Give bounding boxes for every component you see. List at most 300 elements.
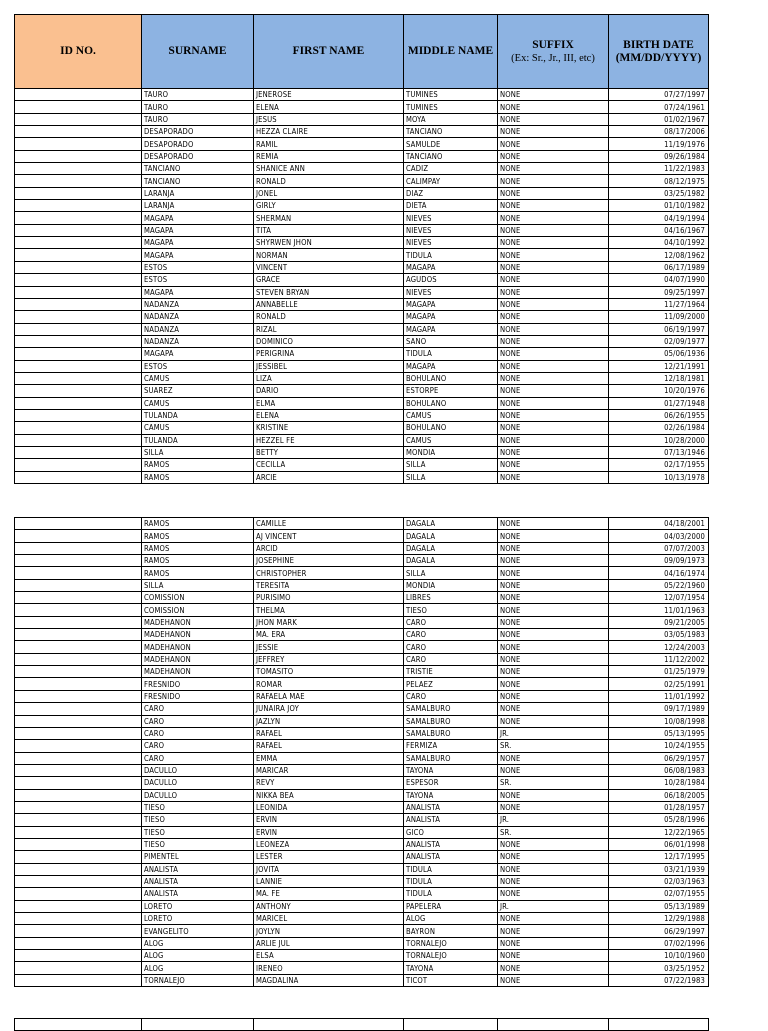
table-row: [15, 727, 709, 739]
cell-first-name: LIZA: [254, 372, 404, 384]
table-row-cut-off: [15, 1019, 709, 1031]
cell-surname: RAMOS: [142, 555, 254, 567]
cell-birth-date: 06/19/1997: [609, 323, 709, 335]
cell-birth-date: 01/02/1967: [609, 113, 709, 125]
cell-first-name: PURISIMO: [254, 592, 404, 604]
cell-birth-date: 06/29/1997: [609, 925, 709, 937]
table-row: [15, 937, 709, 949]
cell-id-no: [15, 126, 142, 138]
cell-surname: RAMOS: [142, 530, 254, 542]
cell-middle-name: ALOG: [404, 913, 498, 925]
cell-id-no: [15, 360, 142, 372]
cell-suffix: NONE: [498, 801, 609, 813]
table-row: [15, 555, 709, 567]
cell-surname: MADEHANON: [142, 629, 254, 641]
cell-id-no: [15, 397, 142, 409]
header-suffix-note: (Ex: Sr., Jr., III, etc): [511, 52, 595, 64]
cell-suffix: NONE: [498, 286, 609, 298]
cell-suffix: NONE: [498, 962, 609, 974]
table-row: [15, 962, 709, 974]
cell-surname: LORETO: [142, 913, 254, 925]
cell-id-no: [15, 175, 142, 187]
cell-suffix: NONE: [498, 629, 609, 641]
cell-middle-name: MONDIA: [404, 579, 498, 591]
cell-first-name: ROMAR: [254, 678, 404, 690]
cell-birth-date: 12/07/1954: [609, 592, 709, 604]
table-row: [15, 777, 709, 789]
cell-first-name: ELENA: [254, 409, 404, 421]
cell-id-no: [15, 913, 142, 925]
cell-first-name: JOYLYN: [254, 925, 404, 937]
cell-id-no: [15, 409, 142, 421]
cell-middle-name: SAMALBURO: [404, 752, 498, 764]
header-row: [15, 15, 709, 89]
table-row: [15, 385, 709, 397]
cell-middle-name: ESTORPE: [404, 385, 498, 397]
cell-id-no: [15, 212, 142, 224]
cell-birth-date: 11/12/2002: [609, 653, 709, 665]
cell-surname: CAMUS: [142, 422, 254, 434]
cell-id-no: [15, 777, 142, 789]
cell-surname: TORNALEJO: [142, 974, 254, 986]
cell-middle-name: GICO: [404, 826, 498, 838]
cell-suffix: NONE: [498, 471, 609, 483]
cell-suffix: NONE: [498, 974, 609, 986]
cell-suffix: SR.: [498, 777, 609, 789]
cell-surname: TIESO: [142, 801, 254, 813]
cell-birth-date: 04/07/1990: [609, 274, 709, 286]
cell-birth-date: 12/08/1962: [609, 249, 709, 261]
header-suffix-label: SUFFIX: [532, 38, 574, 51]
cell-first-name: NIKKA BEA: [254, 789, 404, 801]
table-row: [15, 311, 709, 323]
cell-middle-name: TRISTIE: [404, 666, 498, 678]
cell-surname: LARANJA: [142, 187, 254, 199]
cell-suffix: NONE: [498, 385, 609, 397]
cell-surname: PIMENTEL: [142, 851, 254, 863]
cell-id-no: [15, 187, 142, 199]
table-row: [15, 459, 709, 471]
cell-first-name: ANTHONY: [254, 900, 404, 912]
cell-surname: ALOG: [142, 950, 254, 962]
table-row: [15, 518, 709, 530]
cell-suffix: NONE: [498, 101, 609, 113]
cell-suffix: NONE: [498, 555, 609, 567]
header-id-no: ID NO.: [15, 15, 142, 89]
table-row: [15, 163, 709, 175]
cell-surname: CARO: [142, 752, 254, 764]
cell-id-no: [15, 727, 142, 739]
voter-table-page-3: [14, 1018, 709, 1031]
cell-suffix: NONE: [498, 752, 609, 764]
cell-birth-date: 05/13/1995: [609, 727, 709, 739]
cell-suffix: NONE: [498, 764, 609, 776]
table-row: [15, 261, 709, 273]
cell-middle-name: TAYONA: [404, 789, 498, 801]
cell-birth-date: 04/16/1967: [609, 224, 709, 236]
cell-middle-name: NIEVES: [404, 224, 498, 236]
cell-id-no: [15, 555, 142, 567]
cell-id-no: [15, 89, 142, 101]
cell-suffix: NONE: [498, 789, 609, 801]
cell-birth-date: 12/29/1988: [609, 913, 709, 925]
cell-first-name: REMIA: [254, 150, 404, 162]
cell-birth-date: 06/18/2005: [609, 789, 709, 801]
cell-birth-date: 05/22/1960: [609, 579, 709, 591]
cell-first-name: TOMASITO: [254, 666, 404, 678]
cell-middle-name: ANALISTA: [404, 801, 498, 813]
cell-first-name: REVY: [254, 777, 404, 789]
table-row: [15, 434, 709, 446]
cell-id-no: [15, 814, 142, 826]
cell-surname: TIESO: [142, 814, 254, 826]
cell-birth-date: 10/24/1955: [609, 740, 709, 752]
cell-middle-name: CAMUS: [404, 409, 498, 421]
cell-id-no: [15, 900, 142, 912]
cell-middle-name: SILLA: [404, 471, 498, 483]
cell-suffix: NONE: [498, 542, 609, 554]
cell-suffix: NONE: [498, 409, 609, 421]
cell-suffix: NONE: [498, 950, 609, 962]
cell-middle-name: DIETA: [404, 200, 498, 212]
cell-birth-date: 11/01/1992: [609, 690, 709, 702]
cell-first-name: RAFAELA MAE: [254, 690, 404, 702]
sheet-page-3-partial: [14, 1018, 708, 1031]
cell-birth-date: 10/28/2000: [609, 434, 709, 446]
cell-id-no: [15, 446, 142, 458]
table-row: [15, 801, 709, 813]
cell-birth-date: 07/27/1997: [609, 89, 709, 101]
cell-suffix: SR.: [498, 826, 609, 838]
cell-suffix: NONE: [498, 224, 609, 236]
table-row: [15, 925, 709, 937]
cell-suffix: NONE: [498, 875, 609, 887]
cell-id-no: [15, 801, 142, 813]
cell-suffix: NONE: [498, 592, 609, 604]
cell-birth-date: 01/10/1982: [609, 200, 709, 212]
cell-surname: RAMOS: [142, 518, 254, 530]
cell-surname: EVANGELITO: [142, 925, 254, 937]
cell-surname: TULANDA: [142, 434, 254, 446]
cell-middle-name: DAGALA: [404, 518, 498, 530]
cell-middle-name: SILLA: [404, 567, 498, 579]
cell-birth-date: 05/28/1996: [609, 814, 709, 826]
cell-first-name: SHYRWEN JHON: [254, 237, 404, 249]
table-row: [15, 175, 709, 187]
cell-middle-name: BAYRON: [404, 925, 498, 937]
table-row: [15, 360, 709, 372]
cell-suffix: NONE: [498, 163, 609, 175]
cell-surname: TAURO: [142, 89, 254, 101]
cell-surname: COMISSION: [142, 604, 254, 616]
cell-middle-name: MONDIA: [404, 446, 498, 458]
cell-suffix: NONE: [498, 249, 609, 261]
cell-first-name: TITA: [254, 224, 404, 236]
cell-first-name: AJ VINCENT: [254, 530, 404, 542]
cell-suffix: NONE: [498, 616, 609, 628]
header-birth-date: [609, 15, 709, 89]
cell-birth-date: 03/05/1983: [609, 629, 709, 641]
table-row: [15, 372, 709, 384]
cell-middle-name: PELAEZ: [404, 678, 498, 690]
cell-surname: LORETO: [142, 900, 254, 912]
cell-suffix: NONE: [498, 446, 609, 458]
cell-surname: TIESO: [142, 826, 254, 838]
cell-id-no: [15, 422, 142, 434]
cell-first-name: HEZZA CLAIRE: [254, 126, 404, 138]
cell-first-name: LEONIDA: [254, 801, 404, 813]
cell-middle-name: SAMALBURO: [404, 715, 498, 727]
table-row: [15, 950, 709, 962]
cell-first-name: RAMIL: [254, 138, 404, 150]
cell-birth-date: 12/18/1981: [609, 372, 709, 384]
cell-middle-name: FERMIZA: [404, 740, 498, 752]
cell-birth-date: 07/13/1946: [609, 446, 709, 458]
table-row: [15, 653, 709, 665]
header-birth-date-format: (MM/DD/YYYY): [615, 51, 702, 64]
cell-first-name: MAGDALINA: [254, 974, 404, 986]
cell-birth-date: 07/02/1996: [609, 937, 709, 949]
cell-middle-name: CARO: [404, 616, 498, 628]
table-row: [15, 212, 709, 224]
cell-first-name: JESUS: [254, 113, 404, 125]
table-row: [15, 690, 709, 702]
cell-suffix: NONE: [498, 372, 609, 384]
table-row: [15, 678, 709, 690]
table-row: [15, 826, 709, 838]
cell-middle-name: MAGAPA: [404, 298, 498, 310]
cell-suffix: NONE: [498, 678, 609, 690]
cell-middle-name: TIESO: [404, 604, 498, 616]
cell-id-no: [15, 323, 142, 335]
cell-birth-date: 04/16/1974: [609, 567, 709, 579]
table-row: [15, 274, 709, 286]
cell-id-no: [15, 764, 142, 776]
cell-surname: MAGAPA: [142, 212, 254, 224]
cell-surname: COMISSION: [142, 592, 254, 604]
cell-id-no: [15, 434, 142, 446]
cell-first-name: PERIGRINA: [254, 348, 404, 360]
table-row: [15, 703, 709, 715]
cell-suffix: NONE: [498, 579, 609, 591]
cell-id-no: [15, 471, 142, 483]
cell-birth-date: 11/22/1983: [609, 163, 709, 175]
cell-suffix: NONE: [498, 89, 609, 101]
cell-birth-date: 03/25/1982: [609, 187, 709, 199]
cell-birth-date: 05/13/1989: [609, 900, 709, 912]
cell-first-name: STEVEN BRYAN: [254, 286, 404, 298]
cell-first-name: RONALD: [254, 311, 404, 323]
cell-surname: MADEHANON: [142, 641, 254, 653]
cell-birth-date: 10/08/1998: [609, 715, 709, 727]
table-row: [15, 224, 709, 236]
table-row: [15, 851, 709, 863]
cell-id-no: [15, 274, 142, 286]
cell-surname: MADEHANON: [142, 653, 254, 665]
cell-suffix: NONE: [498, 311, 609, 323]
cell-middle-name: CADIZ: [404, 163, 498, 175]
cell-id-no: [15, 875, 142, 887]
cell-first-name: LEONEZA: [254, 838, 404, 850]
cell-suffix: NONE: [498, 641, 609, 653]
cell-id-no: [15, 311, 142, 323]
cell-surname: CAMUS: [142, 372, 254, 384]
cell-suffix: NONE: [498, 913, 609, 925]
cell-suffix: NONE: [498, 397, 609, 409]
voter-table-page-2: [14, 517, 709, 987]
cell-first-name: ELENA: [254, 101, 404, 113]
cell-suffix: NONE: [498, 888, 609, 900]
cell-surname: ANALISTA: [142, 875, 254, 887]
cell-suffix: NONE: [498, 653, 609, 665]
cell-suffix: NONE: [498, 530, 609, 542]
cell-middle-name: DAGALA: [404, 530, 498, 542]
cell-first-name: IRENEO: [254, 962, 404, 974]
cell-middle-name: TICOT: [404, 974, 498, 986]
cell-id-no: [15, 962, 142, 974]
cell-id-no: [15, 666, 142, 678]
cell-first-name: SHANICE ANN: [254, 163, 404, 175]
cell-suffix: NONE: [498, 459, 609, 471]
table-row: [15, 814, 709, 826]
table-row: [15, 237, 709, 249]
cell-first-name: BETTY: [254, 446, 404, 458]
cell-birth-date: 01/27/1948: [609, 397, 709, 409]
table-row: [15, 126, 709, 138]
cell-id-no: [15, 715, 142, 727]
cell-suffix: NONE: [498, 150, 609, 162]
cell-id-no: [15, 678, 142, 690]
cell-birth-date: 06/29/1957: [609, 752, 709, 764]
table-row: [15, 286, 709, 298]
cell-surname: DESAPORADO: [142, 150, 254, 162]
header-middle-name: MIDDLE NAME: [404, 15, 498, 89]
cell-id-no: [15, 838, 142, 850]
table-row: [15, 471, 709, 483]
cell-birth-date: 04/19/1994: [609, 212, 709, 224]
cell-birth-date: 12/22/1965: [609, 826, 709, 838]
cell-first-name: MARICAR: [254, 764, 404, 776]
cell-suffix: NONE: [498, 323, 609, 335]
cell-birth-date: 05/06/1936: [609, 348, 709, 360]
cell-first-name: HEZZEL FE: [254, 434, 404, 446]
table-row: [15, 298, 709, 310]
cell-middle-name: BOHULANO: [404, 372, 498, 384]
cell-id-no: [15, 789, 142, 801]
cell-birth-date: 09/26/1984: [609, 150, 709, 162]
cell-surname: DACULLO: [142, 777, 254, 789]
cell-suffix: NONE: [498, 126, 609, 138]
cell-middle-name: TIDULA: [404, 863, 498, 875]
cell-birth-date: 04/03/2000: [609, 530, 709, 542]
cell-id-no: [15, 286, 142, 298]
cell-id-no: [15, 567, 142, 579]
cell-first-name: CHRISTOPHER: [254, 567, 404, 579]
table-row: [15, 974, 709, 986]
cell-first-name: LESTER: [254, 851, 404, 863]
cell-id-no: [15, 826, 142, 838]
cell-middle-name: TANCIANO: [404, 126, 498, 138]
cell-first-name: TERESITA: [254, 579, 404, 591]
cell-surname: TANCIANO: [142, 175, 254, 187]
cell-middle-name: MAGAPA: [404, 360, 498, 372]
cell-surname: ALOG: [142, 937, 254, 949]
cell-first-name: JEFFREY: [254, 653, 404, 665]
cell-suffix: NONE: [498, 335, 609, 347]
cell-birth-date: 09/09/1973: [609, 555, 709, 567]
table-row: [15, 875, 709, 887]
cell-birth-date: 11/01/1963: [609, 604, 709, 616]
cell-birth-date: 10/10/1960: [609, 950, 709, 962]
table-row: [15, 913, 709, 925]
cell-suffix: NONE: [498, 113, 609, 125]
cell-surname: DACULLO: [142, 789, 254, 801]
cell-middle-name: TAYONA: [404, 962, 498, 974]
cell-id-no: [15, 752, 142, 764]
table-row: [15, 530, 709, 542]
voter-table-page-1: [14, 14, 709, 484]
cell-suffix: NONE: [498, 422, 609, 434]
cell-surname: MAGAPA: [142, 348, 254, 360]
cell-birth-date: 10/28/1984: [609, 777, 709, 789]
cell-id-no: [15, 372, 142, 384]
cell-first-name: KRISTINE: [254, 422, 404, 434]
cell-id-no: [15, 237, 142, 249]
cell-surname: TAURO: [142, 101, 254, 113]
cell-id-no: [15, 261, 142, 273]
cell-suffix: NONE: [498, 703, 609, 715]
cell-id-no: [15, 950, 142, 962]
cell-first-name: NORMAN: [254, 249, 404, 261]
cell-first-name: GRACE: [254, 274, 404, 286]
cell-first-name: RAFAEL: [254, 727, 404, 739]
cell-middle-name: DIAZ: [404, 187, 498, 199]
cell-middle-name: DAGALA: [404, 542, 498, 554]
cell-middle-name: CAMUS: [404, 434, 498, 446]
cell-suffix: JR.: [498, 814, 609, 826]
cell-surname: MADEHANON: [142, 616, 254, 628]
cell-first-name: ELMA: [254, 397, 404, 409]
cell-suffix: JR.: [498, 727, 609, 739]
cell-first-name: EMMA: [254, 752, 404, 764]
cell-surname: FRESNIDO: [142, 678, 254, 690]
cell-id-no: [15, 101, 142, 113]
cell-middle-name: ESPESOR: [404, 777, 498, 789]
cell-first-name: ANNABELLE: [254, 298, 404, 310]
cell-first-name: ARCIE: [254, 471, 404, 483]
cell-suffix: SR.: [498, 740, 609, 752]
cell-first-name: CAMILLE: [254, 518, 404, 530]
cell-birth-date: 01/25/1979: [609, 666, 709, 678]
table-row: [15, 629, 709, 641]
table-row: [15, 113, 709, 125]
cell-suffix: JR.: [498, 900, 609, 912]
table-row: [15, 715, 709, 727]
cell-first-name: ARLIE JUL: [254, 937, 404, 949]
cell-surname: TANCIANO: [142, 163, 254, 175]
cell-birth-date: 09/25/1997: [609, 286, 709, 298]
cell-middle-name: BOHULANO: [404, 422, 498, 434]
cell-middle-name: TIDULA: [404, 348, 498, 360]
cell-first-name: JOVITA: [254, 863, 404, 875]
table-row: [15, 89, 709, 101]
cell-birth-date: 08/17/2006: [609, 126, 709, 138]
cell-birth-date: 10/13/1978: [609, 471, 709, 483]
cell-suffix: NONE: [498, 200, 609, 212]
cell-birth-date: 07/07/2003: [609, 542, 709, 554]
cell-birth-date: 11/19/1976: [609, 138, 709, 150]
table-body-page-1: [15, 89, 709, 484]
